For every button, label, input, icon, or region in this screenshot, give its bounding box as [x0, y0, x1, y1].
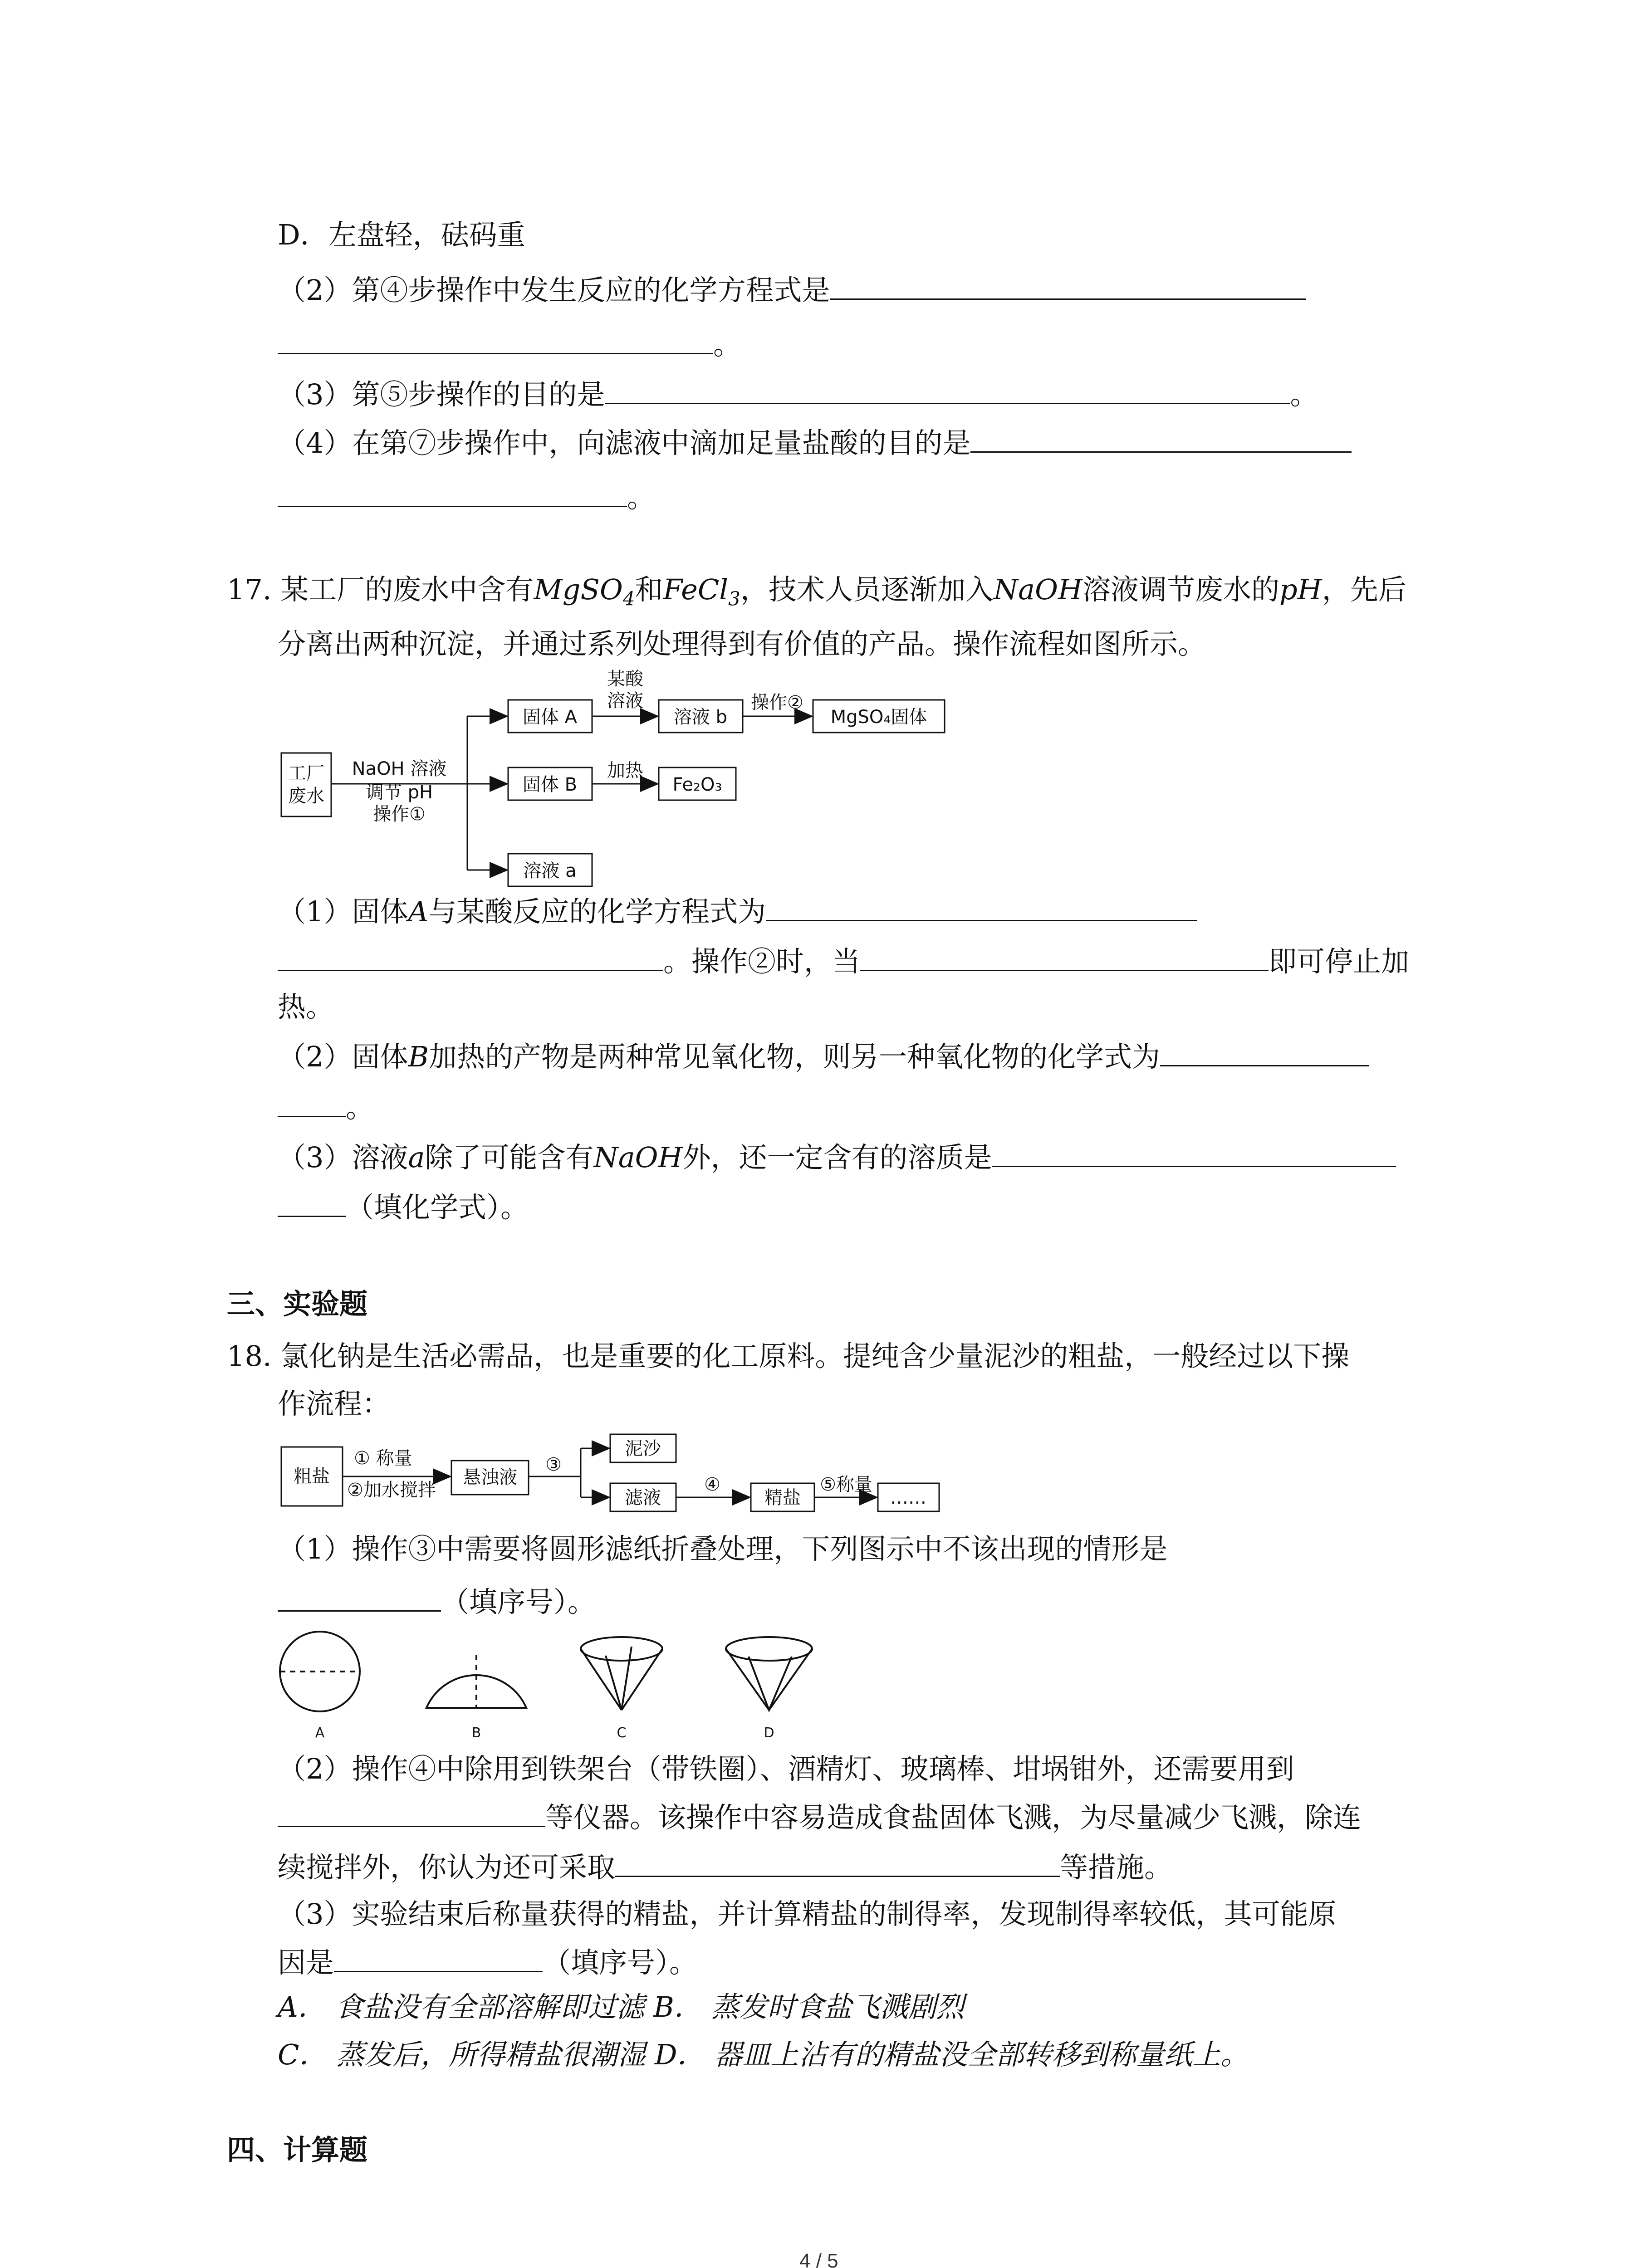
question-16-4: （4）在第⑦步操作中，向滤液中滴加足量盐酸的目的是: [278, 424, 1352, 461]
answer-blank[interactable]: [860, 943, 1269, 971]
label-acid-1: 某酸: [607, 669, 643, 689]
answer-blank[interactable]: [278, 1188, 346, 1217]
section-3-heading: 三、实验题: [227, 1287, 368, 1320]
question-18-stem: 18. 氯化钠是生活必需品，也是重要的化工原料。提纯含少量泥沙的粗盐，一般经过以下操: [227, 1339, 1350, 1373]
label-waste-top: 工厂: [288, 763, 324, 784]
figure-label-c: C: [617, 1725, 627, 1741]
label-dots: ……: [890, 1487, 926, 1508]
label-solution-a: 溶液 a: [523, 860, 577, 881]
label-acid-2: 溶液: [607, 690, 643, 711]
question-17-1: （1）固体A与某酸反应的化学方程式为: [278, 893, 1197, 930]
question-18-2: （2）操作④中除用到铁架台（带铁圈）、酒精灯、玻璃棒、坩埚钳外，还需要用到: [278, 1752, 1294, 1785]
answer-blank[interactable]: [615, 1848, 1060, 1877]
answer-blank[interactable]: [278, 943, 663, 971]
label-step5: ⑤称量: [820, 1474, 872, 1495]
question-18-options-ab: [278, 1989, 964, 2025]
label-step2: ②加水搅拌: [347, 1480, 436, 1501]
label-suspension: 悬浊液: [463, 1467, 517, 1488]
question-18-2-cont: 等仪器。该操作中容易造成食盐固体飞溅，为尽量减少飞溅，除连: [278, 1799, 1361, 1836]
label-waste-bottom: 废水: [288, 786, 324, 807]
answer-blank[interactable]: [278, 479, 627, 507]
question-17-2-cont: 。: [278, 1089, 374, 1126]
label-op1: 操作①: [373, 804, 426, 825]
question-18-stem-2: 作流程：: [278, 1387, 391, 1420]
answer-blank[interactable]: [830, 271, 1306, 300]
question-17-stem: 17. 某工厂的废水中含有MgSO$_4$和FeCl$_3$，技术人员逐渐加入NaOH溶液调节废水的pH，先后: [227, 573, 1406, 610]
label-fe2o3: Fe₂O₃: [672, 774, 722, 795]
option-b: B． 蒸发时食盐飞溅剧烈: [653, 1990, 965, 2024]
label-mgso4: MgSO₄固体: [830, 707, 927, 728]
question-17-1-end: 热。: [278, 990, 334, 1023]
page-number: 4 / 5: [799, 2250, 838, 2268]
question-18-1: （1）操作③中需要将圆形滤纸折叠处理，下列图示中不该出现的情形是: [278, 1532, 1168, 1565]
label-step1: ① 称量: [354, 1448, 412, 1469]
section-4-heading: 四、计算题: [227, 2133, 368, 2166]
question-18-2-end: 续搅拌外，你认为还可采取 等措施。: [278, 1848, 1172, 1886]
question-17-1-cont: 。操作②时，当 即可停止加: [278, 943, 1409, 980]
answer-blank[interactable]: [970, 424, 1352, 453]
label-solid-b: 固体 B: [522, 774, 578, 795]
filter-paper-figures: [272, 1628, 862, 1746]
answer-blank[interactable]: [1160, 1038, 1369, 1066]
question-18-3-cont: 因是 （填序号）。: [278, 1944, 697, 1981]
question-16-2: [278, 271, 1306, 308]
question-16-2-cont: 。: [278, 326, 741, 363]
figure-label-d: D: [764, 1725, 774, 1741]
label-solid-a: 固体 A: [522, 707, 578, 728]
question-17-3: （3）溶液a除了可能含有NaOH外，还一定含有的溶质是: [278, 1139, 1396, 1176]
answer-blank[interactable]: [992, 1139, 1396, 1167]
label-crude-salt: 粗盐: [294, 1466, 330, 1487]
figure-label-b: B: [471, 1725, 481, 1741]
question-16-3: （3）第⑤步操作的目的是 。: [278, 376, 1318, 413]
label-step3: ③: [545, 1454, 562, 1475]
answer-blank[interactable]: [278, 1583, 441, 1612]
option-a: A． 食盐没有全部溶解即过滤: [278, 1990, 654, 2024]
question-17-stem-2: 分离出两种沉淀，并通过系列处理得到有价值的产品。操作流程如图所示。: [278, 627, 1206, 660]
option-c: C． 蒸发后，所得精盐很潮湿: [278, 2038, 655, 2071]
question-18-3: （3）实验结束后称量获得的精盐，并计算精盐的制得率，发现制得率较低，其可能原: [278, 1897, 1337, 1931]
figure-d-cone: [726, 1637, 812, 1661]
answer-blank[interactable]: [605, 376, 1290, 404]
answer-blank[interactable]: [278, 326, 713, 354]
answer-blank[interactable]: [278, 1799, 545, 1827]
q17-flowchart: [272, 667, 962, 889]
option-d: D．左盘轻，砝码重: [278, 218, 525, 251]
label-mud: 泥沙: [625, 1438, 661, 1459]
answer-blank[interactable]: [334, 1944, 543, 1972]
label-step4: ④: [704, 1474, 720, 1495]
label-solution-b: 溶液 b: [673, 707, 728, 728]
question-17-3-cont: （填化学式）。: [278, 1188, 529, 1226]
answer-blank[interactable]: [766, 893, 1197, 921]
label-naoh: NaOH 溶液: [352, 758, 447, 779]
answer-blank[interactable]: [278, 1089, 346, 1117]
q16-2-text: （2）第④步操作中发生反应的化学方程式是: [278, 274, 830, 307]
figure-label-a: A: [315, 1725, 325, 1741]
figure-c-cone: [581, 1637, 662, 1661]
question-17-2: （2）固体B加热的产物是两种常见氧化物，则另一种氧化物的化学式为: [278, 1038, 1369, 1075]
option-d-18: D． 器皿上沾有的精盐没全部转移到称量纸上。: [654, 2038, 1249, 2071]
label-fine-salt: 精盐: [764, 1487, 801, 1508]
question-18-options-cd: [278, 2037, 1249, 2073]
box-waste-water: [281, 753, 331, 816]
q18-flowchart: [272, 1429, 980, 1520]
question-16-4-cont: 。: [278, 479, 655, 516]
label-filtrate: 滤液: [625, 1487, 661, 1508]
question-18-1-cont: （填序号）。: [278, 1583, 596, 1620]
label-heat: 加热: [607, 760, 643, 781]
label-adjust-ph: 调节 pH: [365, 782, 433, 803]
label-op2: 操作②: [751, 692, 803, 713]
